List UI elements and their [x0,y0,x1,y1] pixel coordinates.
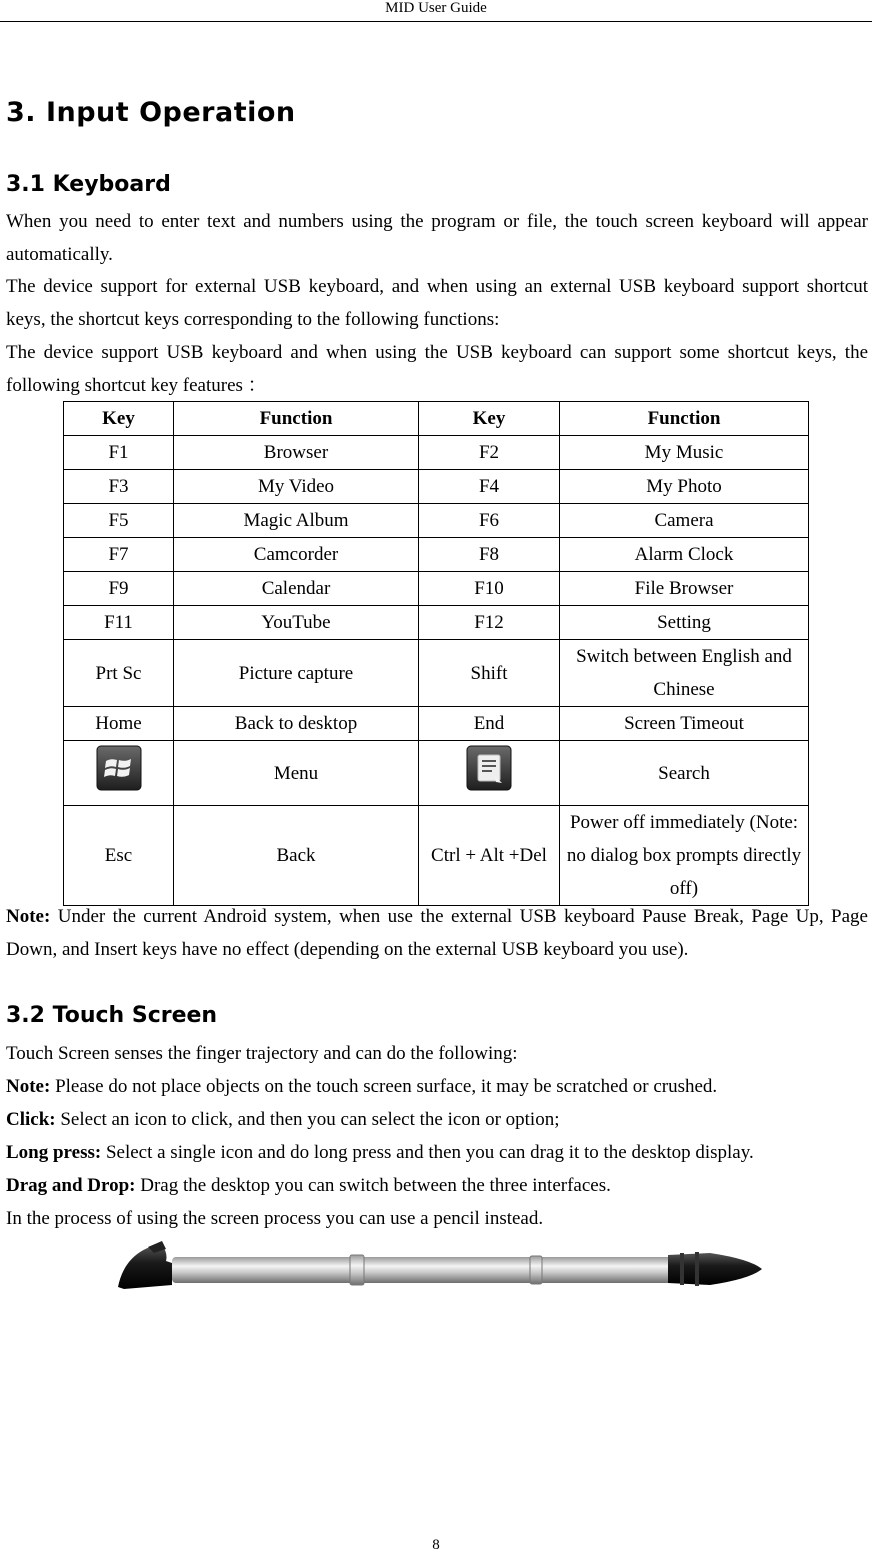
key-cell: F11 [64,606,174,640]
key-cell: F1 [64,436,174,470]
key-cell: F3 [64,470,174,504]
pencil-line: In the process of using the screen process you can use a pencil instead. [6,1208,544,1229]
table-row [64,606,809,640]
key-cell: Home [64,707,174,741]
key-cell [64,741,174,806]
header-title: MID User Guide [385,0,487,16]
page-number: 8 [432,1537,440,1553]
touch-note-label: Note: [6,1076,51,1097]
key-cell: F4 [419,470,560,504]
menu-key-icon [466,745,512,791]
long-press-line [6,1136,872,1169]
function-cell: My Video [174,470,419,504]
click-line [6,1103,872,1136]
shortcut-key-table [63,401,809,906]
section-3-2-title: 3.2 Touch Screen [6,1003,218,1028]
key-cell: F8 [419,538,560,572]
key-cell: F12 [419,606,560,640]
table-header-row [64,402,809,436]
function-cell: Menu [174,741,419,806]
function-cell: Camcorder [174,538,419,572]
header-key: Key [64,402,174,436]
table-row [64,504,809,538]
keyboard-paragraph-2: The device support for external USB keyboard, and when using an external USB keyboard support shortcut keys, the shortcut keys corresponding to the following functions: [6,276,868,330]
note-paragraph [6,900,868,966]
header-key: Key [419,402,560,436]
function-cell: Browser [174,436,419,470]
table-row [64,470,809,504]
click-text: Select an icon to click, and then you can select the icon or option; [55,1109,560,1130]
table-row [64,707,809,741]
stylus-image [110,1237,770,1297]
function-cell: Screen Timeout [560,707,809,741]
key-cell: Esc [64,806,174,906]
section-3-1-title: 3.1 Keyboard [6,172,171,197]
key-cell: F7 [64,538,174,572]
key-cell: Prt Sc [64,640,174,707]
key-cell: Ctrl + Alt +Del [419,806,560,906]
function-cell: Picture capture [174,640,419,707]
function-cell: Power off immediately (Note: no dialog box prompts directly off) [560,806,809,906]
key-cell: F6 [419,504,560,538]
function-cell: Magic Album [174,504,419,538]
table-row [64,538,809,572]
function-cell: Switch between English and Chinese [560,640,809,707]
drag-drop-text: Drag the desktop you can switch between the three interfaces. [135,1175,611,1196]
function-cell: My Photo [560,470,809,504]
function-cell: File Browser [560,572,809,606]
note-label: Note: [6,906,51,927]
header-function: Function [174,402,419,436]
section-3-title: 3. Input Operation [6,97,296,128]
table-row [64,806,809,906]
key-cell: F10 [419,572,560,606]
page-header [0,0,872,22]
windows-key-icon [96,745,142,791]
function-cell: Calendar [174,572,419,606]
function-cell: My Music [560,436,809,470]
long-press-text: Select a single icon and do long press and then you can drag it to the desktop display. [101,1142,754,1163]
key-cell: F2 [419,436,560,470]
touch-note-text: Please do not place objects on the touch screen surface, it may be scratched or crushed. [50,1076,718,1097]
note-text: Under the current Android system, when use the external USB keyboard Pause Break, Page Up, Page Down, and Insert keys have no effect (depending on the external USB keyboard you use). [6,906,868,960]
table-row [64,436,809,470]
key-cell: Shift [419,640,560,707]
table-row [64,640,809,707]
click-label: Click: [6,1109,56,1130]
drag-drop-line [6,1169,872,1202]
key-cell: F5 [64,504,174,538]
long-press-label: Long press: [6,1142,102,1163]
header-function: Function [560,402,809,436]
function-cell: Camera [560,504,809,538]
keyboard-paragraph-3: The device support USB keyboard and when using the USB keyboard can support some shortcut keys, the following shortcut key features ： [6,342,868,396]
touch-intro: Touch Screen senses the finger trajectory and can do the following: [6,1043,518,1064]
key-cell: End [419,707,560,741]
table-row [64,741,809,806]
function-cell: Search [560,741,809,806]
function-cell: Alarm Clock [560,538,809,572]
function-cell: Setting [560,606,809,640]
table-row [64,572,809,606]
key-cell: F9 [64,572,174,606]
drag-drop-label: Drag and Drop: [6,1175,136,1196]
keyboard-paragraph-1: When you need to enter text and numbers using the program or file, the touch screen keyboard will appear automatically. [6,211,868,265]
touch-note [6,1070,872,1103]
function-cell: Back to desktop [174,707,419,741]
function-cell: YouTube [174,606,419,640]
key-cell [419,741,560,806]
function-cell: Back [174,806,419,906]
